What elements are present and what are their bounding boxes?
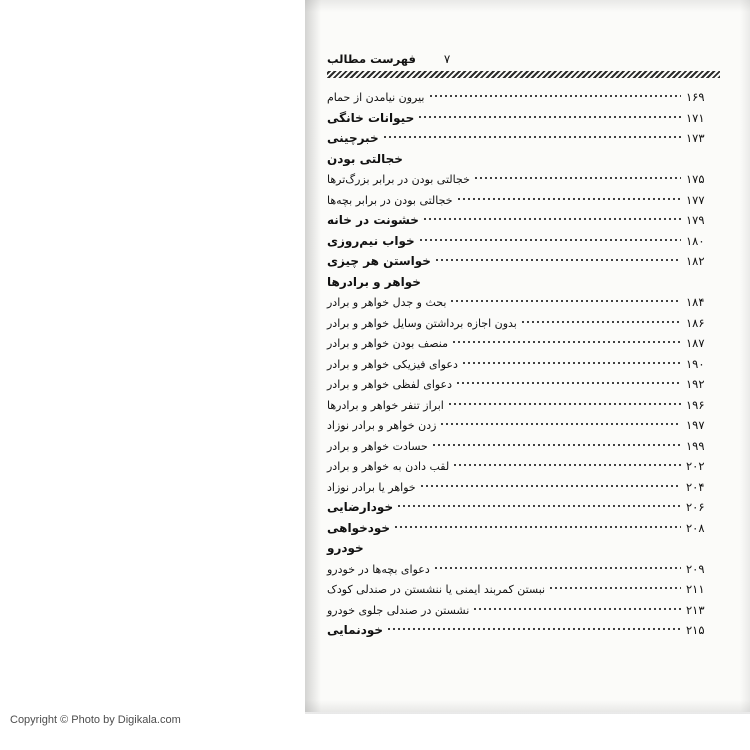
toc-entry-leader-dots [394, 524, 681, 530]
toc-entry-title: خودارضایی [327, 500, 394, 514]
toc-entry[interactable] [327, 90, 720, 111]
toc-entry[interactable] [327, 377, 720, 398]
toc-entry-leader-dots [425, 278, 681, 284]
toc-entry-title: ابراز تنفر خواهر و برادرها [327, 398, 444, 412]
toc-entry-title: حیوانات خانگی [327, 110, 415, 125]
toc-entry-page: ۲۰۸ [686, 520, 705, 535]
toc-entry-title: خواستن هر چیزی [327, 254, 431, 268]
toc-entry-page: ۲۰۹ [686, 561, 705, 576]
toc-entry-page: ۲۱۳ [686, 602, 705, 617]
page-folio-number: ۷ [443, 52, 451, 66]
header-divider [327, 71, 720, 78]
toc-entry-leader-dots [418, 114, 681, 120]
toc-entry-page: ۱۹۰ [686, 356, 705, 371]
toc-entry-page: ۲۰۶ [686, 500, 705, 514]
toc-entry-page: ۱۸۴ [686, 295, 705, 309]
toc-entry-leader-dots [456, 380, 681, 386]
toc-entry-leader-dots [435, 257, 681, 263]
toc-entry-title: خواهر یا برادر نوزاد [327, 480, 416, 494]
page-header [327, 52, 720, 66]
toc-entry-title: دعوای لفظی خواهر و برادر [327, 378, 453, 391]
toc-entry-leader-dots [432, 442, 681, 448]
toc-entry[interactable] [327, 623, 720, 644]
toc-entry-page: ۱۹۷ [686, 418, 705, 432]
toc-entry-page: ۱۷۳ [686, 131, 705, 145]
page-bottom-shading [305, 700, 750, 714]
toc-entry[interactable] [327, 521, 720, 542]
toc-entry-title: زدن خواهر و برادر نوزاد [327, 419, 437, 432]
toc-entry-page: ۱۸۷ [686, 336, 705, 350]
toc-entry-page: ۱۸۲ [686, 254, 705, 268]
toc-entry-leader-dots [453, 462, 681, 468]
toc-entry-title: دعوای بچه‌ها در خودرو [327, 562, 430, 576]
toc-entry[interactable] [327, 500, 720, 521]
page-content [327, 52, 720, 644]
toc-entry-page: ۱۷۱ [686, 110, 705, 125]
toc-entry-leader-dots [450, 298, 681, 304]
toc-entry-leader-dots [474, 175, 681, 181]
toc-entry-leader-dots [419, 237, 681, 243]
toc-entry[interactable] [327, 213, 720, 234]
toc-entry[interactable] [327, 582, 720, 603]
toc-entry[interactable] [327, 439, 720, 460]
toc-entry-title: خبرچینی [327, 131, 379, 145]
toc-entry[interactable] [327, 603, 720, 624]
toc-entry-page: ۲۱۱ [686, 582, 705, 596]
toc-entry-title: منصف بودن خواهر و برادر [327, 337, 448, 350]
toc-entry[interactable] [327, 418, 720, 439]
book-gutter-shadow [305, 0, 321, 712]
toc-entry-page: ۲۰۲ [686, 459, 705, 473]
toc-entry-leader-dots [368, 544, 681, 550]
toc-entry[interactable] [327, 562, 720, 583]
toc-entry-title: خودرو [327, 541, 364, 555]
toc-entry-leader-dots [440, 421, 681, 427]
toc-entry-title: بدون اجازه برداشتن وسایل خواهر و برادر [327, 316, 517, 330]
toc-entry-leader-dots [420, 483, 681, 489]
book-page [305, 0, 750, 712]
toc-entry-page: ۱۸۶ [686, 315, 705, 330]
toc-entry-page: ۱۹۶ [686, 397, 705, 412]
toc-entry-leader-dots [457, 196, 681, 202]
toc-entry-page: ۱۷۵ [686, 172, 705, 186]
toc-entry-leader-dots [549, 585, 681, 591]
toc-entry[interactable] [327, 398, 720, 419]
toc-entry-page: ۱۹۲ [686, 377, 705, 391]
page-title: فهرست مطالب [327, 52, 416, 66]
toc-entry-title: نبستن کمربند ایمنی یا ننشستن در صندلی کودک [327, 583, 546, 596]
toc-entry[interactable] [327, 275, 720, 296]
toc-entry-leader-dots [473, 606, 681, 612]
toc-entry[interactable] [327, 295, 720, 316]
toc-entry[interactable] [327, 152, 720, 173]
toc-entry[interactable] [327, 459, 720, 480]
toc-entry-leader-dots [521, 319, 681, 325]
toc-entry-title: خواب نیم‌روزی [327, 233, 415, 248]
toc-entry[interactable] [327, 111, 720, 132]
toc-entry-title: خودخواهی [327, 520, 391, 535]
toc-entry-title: خودنمایی [327, 623, 384, 637]
toc-entry-leader-dots [397, 503, 681, 509]
toc-entry[interactable] [327, 480, 720, 501]
toc-entry-title: خشونت در خانه [327, 213, 419, 227]
toc-entry-page: ۱۷۹ [686, 213, 705, 227]
toc-entry-page: ۱۸۰ [686, 233, 705, 248]
toc-entry-title: خجالتی بودن [327, 151, 403, 166]
toc-entry-leader-dots [423, 216, 681, 222]
table-of-contents [327, 90, 720, 644]
toc-entry-title: لقب دادن به خواهر و برادر [327, 460, 450, 473]
toc-entry-leader-dots [407, 155, 681, 161]
toc-entry[interactable] [327, 234, 720, 255]
toc-entry-page: ۱۹۹ [686, 438, 705, 453]
toc-entry[interactable] [327, 336, 720, 357]
toc-entry-page: ۱۶۹ [686, 90, 705, 104]
toc-entry-leader-dots [434, 565, 681, 571]
toc-entry-leader-dots [462, 360, 681, 366]
toc-entry-leader-dots [383, 134, 681, 140]
watermark-text: Copyright © Photo by Digikala.com [10, 714, 181, 726]
toc-entry[interactable] [327, 357, 720, 378]
toc-entry-title: خواهر و برادرها [327, 274, 421, 289]
toc-entry-title: خجالتی بودن در برابر بچه‌ها [327, 193, 453, 207]
toc-entry[interactable] [327, 172, 720, 193]
toc-entry-title: خجالتی بودن در برابر بزرگ‌ترها [327, 173, 470, 186]
toc-entry[interactable] [327, 541, 720, 562]
toc-entry-leader-dots [452, 339, 681, 345]
toc-entry-leader-dots [429, 93, 682, 99]
toc-entry-page: ۲۰۴ [686, 479, 705, 494]
toc-entry-leader-dots [448, 401, 681, 407]
toc-entry-page: ۲۱۵ [686, 623, 705, 637]
toc-entry-title: بحث و جدل خواهر و برادر [327, 296, 447, 309]
toc-entry-title: دعوای فیزیکی خواهر و برادر [327, 357, 458, 371]
toc-entry-title: بیرون نیامدن از حمام [327, 91, 425, 104]
toc-entry[interactable] [327, 131, 720, 152]
page-edge-shading [740, 0, 750, 712]
toc-entry-leader-dots [387, 626, 681, 632]
toc-entry-page: ۱۷۷ [686, 192, 705, 207]
toc-entry[interactable] [327, 254, 720, 275]
toc-entry-title: نشستن در صندلی جلوی خودرو [327, 603, 470, 617]
toc-entry[interactable] [327, 316, 720, 337]
toc-entry-title: حسادت خواهر و برادر [327, 439, 428, 453]
toc-entry[interactable] [327, 193, 720, 214]
page-top-shading [305, 0, 750, 12]
